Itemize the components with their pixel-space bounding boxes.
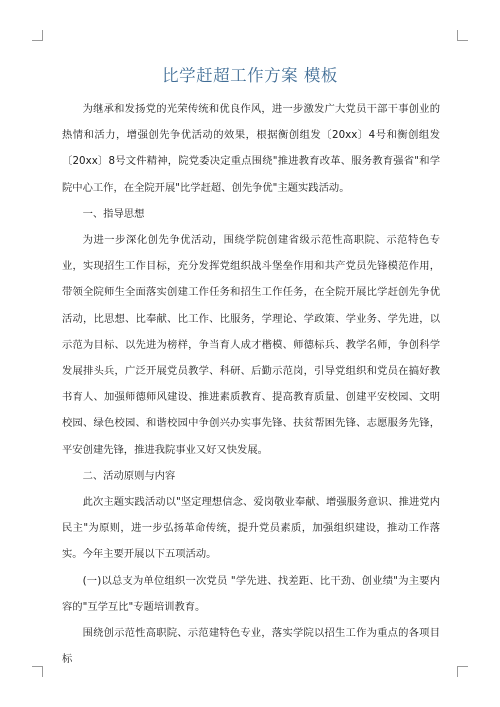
- paragraph-principles: 此次主题实践活动以"坚定理想信念、爱岗敬业奉献、增强服务意识、推进党内民主"为原则，进一步弘扬革命传统，提升党员素质，加强组织建设，推动工作落实。今年主要开展以下五项活动。: [62, 496, 440, 561]
- page-corner-mark-bottom-left: [32, 666, 43, 677]
- paragraph-guiding-thought: 为进一步深化创先争优活动，围绕学院创建省级示范性高职院、示范特色专业，实现招生工作目标，充分发挥党组织战斗堡垒作用和共产党员先锋模范作用，带领全院师生全面落实创建工作任务和招生工作任务，在全院开展比学赶创先争优活动，比思想、比奉献、比工作、比服务，学理论、学政策、学业务、学先进，以示范为目标、以先进为榜样，争当育人成才楷模、师德标兵、教学名师，争创科学发展排头兵，广泛开展党员教学、科研、后勤示范岗，引导党组织和党员在搞好教书育人、加强师德师风建设、推进素质教育、提高教育质量、创建平安校园、文明校园、绿色校园、和谐校园中争创兴办实事先锋、扶贫帮困先锋、志愿服务先锋，平安创建先锋，推进我院事业又好又快发展。: [62, 234, 440, 456]
- section-heading-guiding-thought: 一、指导思想: [82, 207, 145, 220]
- document-body: [62, 96, 440, 672]
- paragraph-activity-one: (一)以总支为单位组织一次党员 "学先进、找差距、比干劲、创业绩"为主要内容的"互学互比"专题培训教育。: [62, 574, 440, 613]
- document-title: 比学赶超工作方案 模板: [162, 66, 338, 85]
- paragraph-activity-one-detail: 围绕创示范性高职院、示范建特色专业，落实学院以招生工作为重点的各项目标: [62, 627, 440, 666]
- section-heading-principles-content: 二、活动原则与内容: [82, 469, 176, 482]
- page-corner-mark-top-right: [457, 30, 468, 41]
- page-corner-mark-bottom-right: [457, 666, 468, 677]
- page-corner-mark-top-left: [32, 30, 43, 41]
- paragraph-intro: 为继承和发扬党的光荣传统和优良作风，进一步激发广大党员干部干事创业的热情和活力，增强创先争优活动的效果，根据衡创组发〔20xx〕4号和衡创组发〔20xx〕8号文件精神，院党委决定重点围绕"推进教育改革、服务教育强省"和学院中心工作，在全院开展"比学赶超、创先争优"主题实践活动。: [62, 103, 440, 194]
